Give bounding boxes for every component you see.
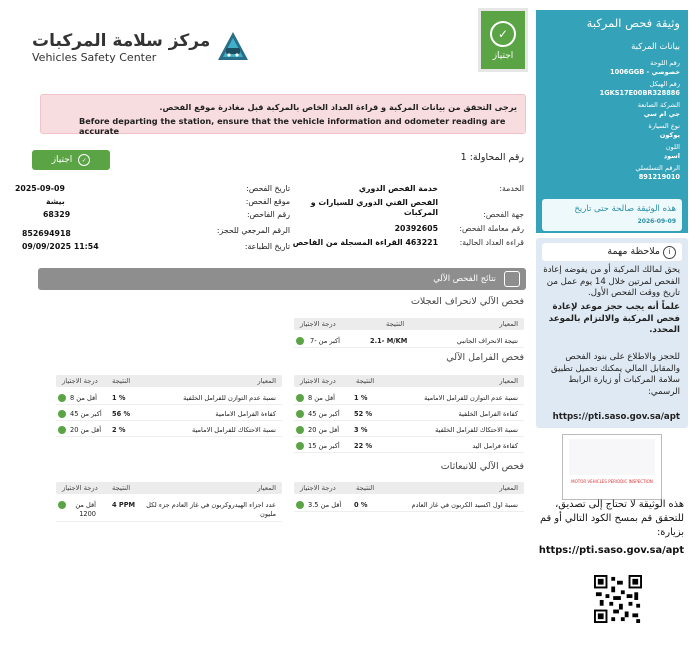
- header-result: النتيجة: [112, 377, 131, 385]
- main-panel: [10, 0, 530, 655]
- header-criterion: المعيار: [499, 484, 518, 492]
- result-text: 0 %: [354, 501, 368, 509]
- criterion-text: نسبة اول اكسيد الكربون في غاز العادم: [411, 501, 518, 509]
- table-row: [294, 424, 524, 437]
- attempt-number: رقم المحاولة: 1: [460, 152, 524, 163]
- validity-box: [542, 199, 682, 231]
- emissions-table-header-left: [56, 482, 282, 494]
- table-row: [56, 499, 282, 522]
- vsc-logo: [32, 30, 250, 64]
- pass-check-icon: [58, 426, 66, 434]
- pass-text: أقل من 20: [308, 426, 340, 434]
- criterion-text: نسبة عدم التوازن للفرامل الخلفية: [183, 394, 276, 402]
- model-value: يوكون: [659, 131, 680, 139]
- table-row: [294, 392, 524, 405]
- table-row: [294, 408, 524, 421]
- pass-check-icon: [296, 410, 304, 418]
- inspection-info: [15, 184, 290, 264]
- header-result: النتيجة: [356, 377, 375, 385]
- attempt-button-label: اجتياز: [51, 155, 73, 165]
- important-note: [536, 238, 688, 428]
- result-text: 1 %: [112, 394, 126, 402]
- criterion-text: نسبة الاحتكاك للفرامل الخلفية: [435, 426, 518, 434]
- vehicle-card-title: وثيقة فحص المركبة: [586, 16, 680, 30]
- header-pass: درجة الاجتياز: [62, 377, 98, 385]
- service-info: [284, 184, 524, 264]
- attempt-pass-button[interactable]: [32, 150, 110, 170]
- criterion-text: نسبة عدم التوازن للفرامل الامامية: [424, 394, 518, 402]
- date-value: 2025-09-09: [15, 184, 65, 193]
- table-row: [294, 440, 524, 453]
- table-row: [56, 392, 282, 405]
- brakes-title: فحص الفرامل الآلي: [446, 352, 524, 363]
- inspector-label: رقم الفاحص:: [246, 210, 290, 219]
- pass-check-icon: [296, 337, 304, 345]
- service-value: خدمة الفحص الدوري: [358, 184, 438, 193]
- serial-label: الرقم التسلسلي: [635, 164, 680, 172]
- note-title: ملاحظة مهمة: [607, 246, 660, 257]
- warning-english: Before departing the station, ensure that the vehicle information and odometer reading are accurate: [79, 116, 506, 136]
- result-text: 1 %: [354, 394, 368, 402]
- txn-value: 20392605: [394, 224, 438, 233]
- emissions-table-header-right: [294, 482, 524, 494]
- print-date-label: تاريخ الطباعة:: [244, 242, 290, 251]
- criterion-text: كفاءة الفرامل الامامية: [215, 410, 276, 418]
- result-text: 3 %: [354, 426, 368, 434]
- pass-check-icon: [58, 410, 66, 418]
- verify-instructions: هذه الوثيقة لا تحتاج إلى تصديق، للتحقق قم بمسح الكود التالي أو قم بزيارة:: [540, 499, 684, 538]
- stamp-emblem: [569, 439, 655, 475]
- header-pass: درجة الاجتياز: [62, 484, 98, 492]
- inspection-stamp: [562, 434, 662, 500]
- chassis-label: رقم الهيكل: [649, 80, 680, 88]
- result-text: 2.1- M/KM: [370, 337, 408, 345]
- reference-value: 852694918: [22, 229, 71, 238]
- header-result: النتيجة: [356, 484, 375, 492]
- maker-value: جي ام سي: [643, 110, 680, 118]
- criterion-text: عدد اجزاء الهيدروكربون في غاز العادم جزء لكل مليون: [146, 501, 276, 518]
- service-label: الخدمة:: [499, 184, 524, 193]
- vehicle-card-subtitle: بيانات المركبة: [631, 42, 680, 52]
- side-panel: [536, 10, 688, 655]
- table-row: [294, 335, 524, 348]
- check-circle-icon: ✓: [78, 154, 90, 166]
- pass-check-icon: [58, 501, 66, 509]
- check-icon: ✓: [490, 21, 516, 47]
- inspection-document: [10, 0, 690, 655]
- pass-text: أقل من 3.5: [308, 501, 342, 509]
- emissions-title: فحص الآلي للانبعاثات: [440, 461, 524, 472]
- vehicle-card: [536, 10, 688, 233]
- pass-text: أكبر من -7: [310, 337, 340, 345]
- verification-text: [534, 498, 684, 558]
- car-shield-icon: [216, 30, 250, 64]
- booking-link[interactable]: https://pti.saso.gov.sa/apt: [552, 412, 680, 422]
- pass-check-icon: [296, 442, 304, 450]
- table-row: [294, 499, 524, 512]
- pass-badge: [478, 8, 528, 72]
- maker-label: الشركة الصانعة: [637, 101, 680, 109]
- brakes-table-header-right: [294, 375, 524, 387]
- print-date-value: 11:54 09/09/2025: [22, 242, 99, 251]
- header-pass: درجة الاجتياز: [300, 377, 336, 385]
- entity-value: الفحص الفني الدوري للسيارات و المركبات: [310, 198, 438, 217]
- pass-text: أكبر من 45: [308, 410, 340, 418]
- plate-label: رقم اللوحة: [650, 59, 680, 67]
- criterion-text: كفاءة فرامل اليد: [472, 442, 518, 450]
- stamp-text: MOTOR VEHICLES PERIODIC INSPECTION: [571, 479, 653, 484]
- result-text: 52 %: [354, 410, 373, 418]
- header-pass: درجة الاجتياز: [300, 320, 336, 328]
- alignment-table-header: [294, 318, 524, 330]
- pass-text: أقل من 8: [70, 394, 97, 402]
- gear-icon: [504, 271, 520, 287]
- criterion-text: كفاءة الفرامل الخلفية: [458, 410, 518, 418]
- note-paragraph-2: علماً أنه يجب حجز موعد لإعادة فحص المركبة والالتزام بالموعد المحدد.: [548, 302, 680, 335]
- odometer-value: 463221 القراءة المسجلة من الفاحص: [292, 238, 438, 247]
- table-row: [56, 408, 282, 421]
- color-label: اللون: [665, 143, 680, 151]
- serial-value: 891219010: [638, 173, 680, 181]
- alignment-title: فحص الآلي لانحراف العجلات: [410, 296, 524, 307]
- warning-arabic: يرجى التحقق من بيانات المركبة و قراءة العداد الخاص بالمركبة قبل مغادرة موقع الفحص.: [159, 102, 517, 112]
- inspector-value: 68329: [43, 210, 71, 219]
- pass-check-icon: [296, 394, 304, 402]
- pass-text: أكبر من 15: [308, 442, 340, 450]
- table-row: [56, 424, 282, 437]
- pass-text: أقل من 1200: [75, 501, 96, 518]
- note-header: [542, 243, 682, 261]
- results-banner: [38, 268, 526, 290]
- verify-link[interactable]: https://pti.saso.gov.sa/apt: [538, 545, 684, 556]
- pass-text: أكبر من 45: [70, 410, 102, 418]
- criterion-text: نسبة الاحتكاك للفرامل الامامية: [192, 426, 276, 434]
- header-pass: درجة الاجتياز: [300, 484, 336, 492]
- note-paragraph-1: يحق لمالك المركبة أو من يفوضه إعادة الفحص لمرتين خلال 14 يوم عمل من تاريخ ووقت الفحص الأول.: [543, 265, 680, 298]
- result-text: 22 %: [354, 442, 373, 450]
- pass-check-icon: [296, 501, 304, 509]
- model-label: نوع السيارة: [648, 122, 680, 130]
- pass-badge-label: اجتياز: [492, 51, 514, 61]
- note-paragraph-3: للحجز والاطلاع على بنود الفحص والمقابل المالي يمكنك تحميل تطبيق سلامة المركبات أو زيارة الرابط الرسمي:: [550, 352, 680, 397]
- brakes-table-header-left: [56, 375, 282, 387]
- header-criterion: المعيار: [257, 377, 276, 385]
- header-criterion: المعيار: [499, 377, 518, 385]
- plate-value: خصوصي - 1006GGB: [610, 68, 680, 76]
- txn-label: رقم معاملة الفحص:: [459, 224, 524, 233]
- logo-english-text: Vehicles Safety Center: [32, 50, 157, 64]
- warning-banner: [40, 94, 526, 134]
- entity-label: جهة الفحص:: [483, 210, 524, 219]
- qr-code: [594, 575, 642, 623]
- odometer-label: قراءة العداد الحالية:: [459, 238, 524, 247]
- result-text: 56 %: [112, 410, 131, 418]
- color-value: اسود: [663, 152, 680, 160]
- pass-text: أقل من 20: [70, 426, 102, 434]
- criterion-text: نتيجة الانحراف الجانبي: [456, 337, 518, 345]
- site-value: بيشة: [46, 197, 65, 206]
- result-text: 4 PPM: [112, 501, 136, 509]
- chassis-value: 1GKS17E00BR328886: [599, 89, 680, 97]
- results-banner-title: نتائج الفحص الآلي: [433, 274, 496, 284]
- header-criterion: المعيار: [257, 484, 276, 492]
- site-label: موقع الفحص:: [245, 197, 290, 206]
- header-result: النتيجة: [386, 320, 405, 328]
- info-icon: i: [663, 246, 676, 259]
- pass-text: أقل من 8: [308, 394, 335, 402]
- reference-label: الرقم المرجعي للحجز:: [216, 226, 290, 235]
- logo-arabic-text: مركز سلامة المركبات: [32, 30, 211, 51]
- validity-date: 2026-09-09: [637, 218, 676, 225]
- pass-check-icon: [58, 394, 66, 402]
- header-criterion: المعيار: [499, 320, 518, 328]
- header-result: النتيجة: [112, 484, 131, 492]
- pass-check-icon: [296, 426, 304, 434]
- date-label: تاريخ الفحص:: [246, 184, 290, 193]
- validity-text: هذه الوثيقة صالحة حتى تاريخ: [574, 204, 676, 214]
- result-text: 2 %: [112, 426, 126, 434]
